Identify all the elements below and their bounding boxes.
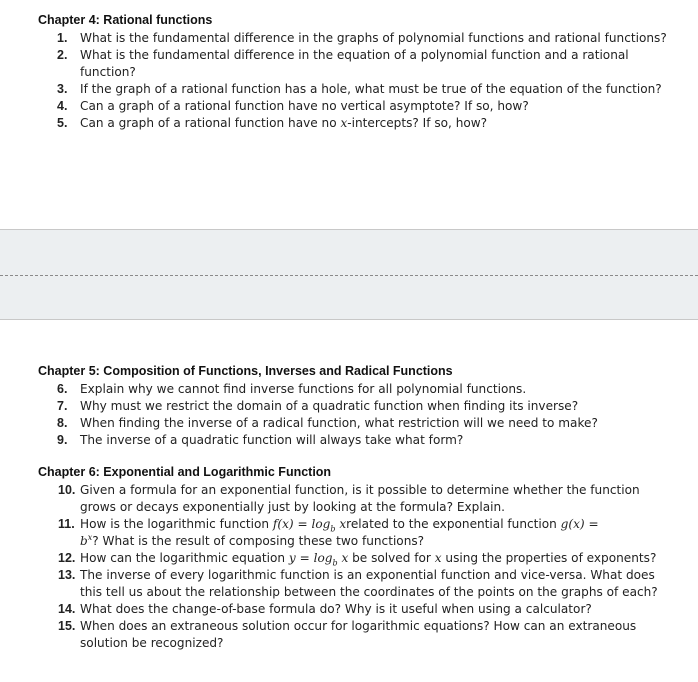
- math-g-exponent: x: [87, 532, 93, 542]
- question-text: Why must we restrict the domain of a quadratic function when finding its inverse?: [80, 399, 579, 413]
- question-number: 12.: [58, 551, 76, 565]
- question-text: Given a formula for an exponential function, is it possible to determine whether the function grows or decays exponentially just by looking at the formula? Explain.: [80, 483, 640, 514]
- page-gap: [0, 229, 698, 320]
- math-g-of-x: g(x) =: [560, 517, 599, 531]
- question-text: What is the fundamental difference in the equation of a polynomial function and a rational function?: [80, 48, 629, 79]
- question-3: [57, 81, 677, 98]
- question-number: 5.: [57, 116, 68, 130]
- question-text: related to the exponential function: [346, 517, 561, 531]
- question-text: What is the fundamental difference in the graphs of polynomial functions and rational functions?: [80, 31, 667, 45]
- math-variable-x: x: [340, 116, 348, 130]
- question-number: 7.: [57, 399, 68, 413]
- question-number: 6.: [57, 382, 68, 396]
- math-y-equation: [288, 551, 349, 568]
- question-7: [57, 398, 677, 415]
- question-number: 2.: [57, 48, 68, 62]
- question-text: be solved for: [348, 551, 435, 565]
- math-f-var: x: [335, 517, 347, 531]
- question-number: 15.: [58, 619, 76, 633]
- question-6: [57, 381, 677, 398]
- math-f-of-x: [272, 517, 347, 534]
- question-text: If the graph of a rational function has a hole, what must be true of the equation of the function?: [80, 82, 662, 96]
- math-f-label: f(x) = log: [272, 517, 331, 531]
- math-b-power-x: [80, 534, 92, 548]
- math-y-label: y = log: [288, 551, 333, 565]
- question-11: [58, 516, 674, 550]
- question-text: The inverse of a quadratic function will always take what form?: [80, 433, 464, 447]
- question-1: [57, 30, 677, 47]
- chapter4-heading: Chapter 4: Rational functions: [38, 13, 213, 27]
- question-number: 8.: [57, 416, 68, 430]
- question-number: 14.: [58, 602, 76, 616]
- question-text: When does an extraneous solution occur for logarithmic equations? How can an extraneous solution be recognized?: [80, 619, 637, 650]
- question-text: What does the change-of-base formula do? Why is it useful when using a calculator?: [80, 602, 592, 616]
- question-text: How is the logarithmic function: [80, 517, 273, 531]
- question-text: using the properties of exponents?: [441, 551, 657, 565]
- chapter6-question-list: [58, 482, 674, 652]
- question-number: 9.: [57, 433, 68, 447]
- question-15: [58, 618, 674, 652]
- question-2: [57, 47, 677, 81]
- math-variable-x: x: [434, 551, 442, 565]
- question-number: 4.: [57, 99, 68, 113]
- chapter4-question-list: [57, 30, 677, 132]
- chapter5-heading: Chapter 5: Composition of Functions, Inverses and Radical Functions: [38, 364, 453, 378]
- page-bottom: [0, 320, 698, 682]
- math-f-base: b: [330, 524, 336, 534]
- question-text: Can a graph of a rational function have no vertical asymptote? If so, how?: [80, 99, 529, 113]
- question-text-after: -intercepts? If so, how?: [347, 116, 488, 130]
- question-8: [57, 415, 677, 432]
- question-12: [58, 550, 674, 567]
- page-break-divider: [0, 275, 698, 276]
- question-text: ? What is the result of composing these two functions?: [92, 534, 425, 548]
- page-top: [0, 0, 698, 229]
- question-number: 1.: [57, 31, 68, 45]
- question-text: The inverse of every logarithmic function is an exponential function and vice-versa. What does this tell us about the relationship between the coordinates of the points on the graphs of each?: [80, 568, 658, 599]
- math-y-var: x: [337, 551, 349, 565]
- question-9: [57, 432, 677, 449]
- chapter6-heading: Chapter 6: Exponential and Logarithmic Function: [38, 465, 332, 479]
- question-number: 13.: [58, 568, 76, 582]
- question-14: [58, 601, 674, 618]
- question-number: 10.: [58, 483, 76, 497]
- question-text: When finding the inverse of a radical function, what restriction will we need to make?: [80, 416, 598, 430]
- question-13: [58, 567, 674, 601]
- question-text-before: Can a graph of a rational function have no: [80, 116, 341, 130]
- question-5: [57, 115, 677, 132]
- question-text: How can the logarithmic equation: [80, 551, 289, 565]
- question-number: 11.: [58, 517, 75, 531]
- chapter5-question-list: [57, 381, 677, 449]
- math-g-base: b: [80, 534, 88, 548]
- question-10: [58, 482, 674, 516]
- question-4: [57, 98, 677, 115]
- math-y-base: b: [332, 558, 338, 568]
- question-number: 3.: [57, 82, 68, 96]
- question-text: Explain why we cannot find inverse functions for all polynomial functions.: [80, 382, 527, 396]
